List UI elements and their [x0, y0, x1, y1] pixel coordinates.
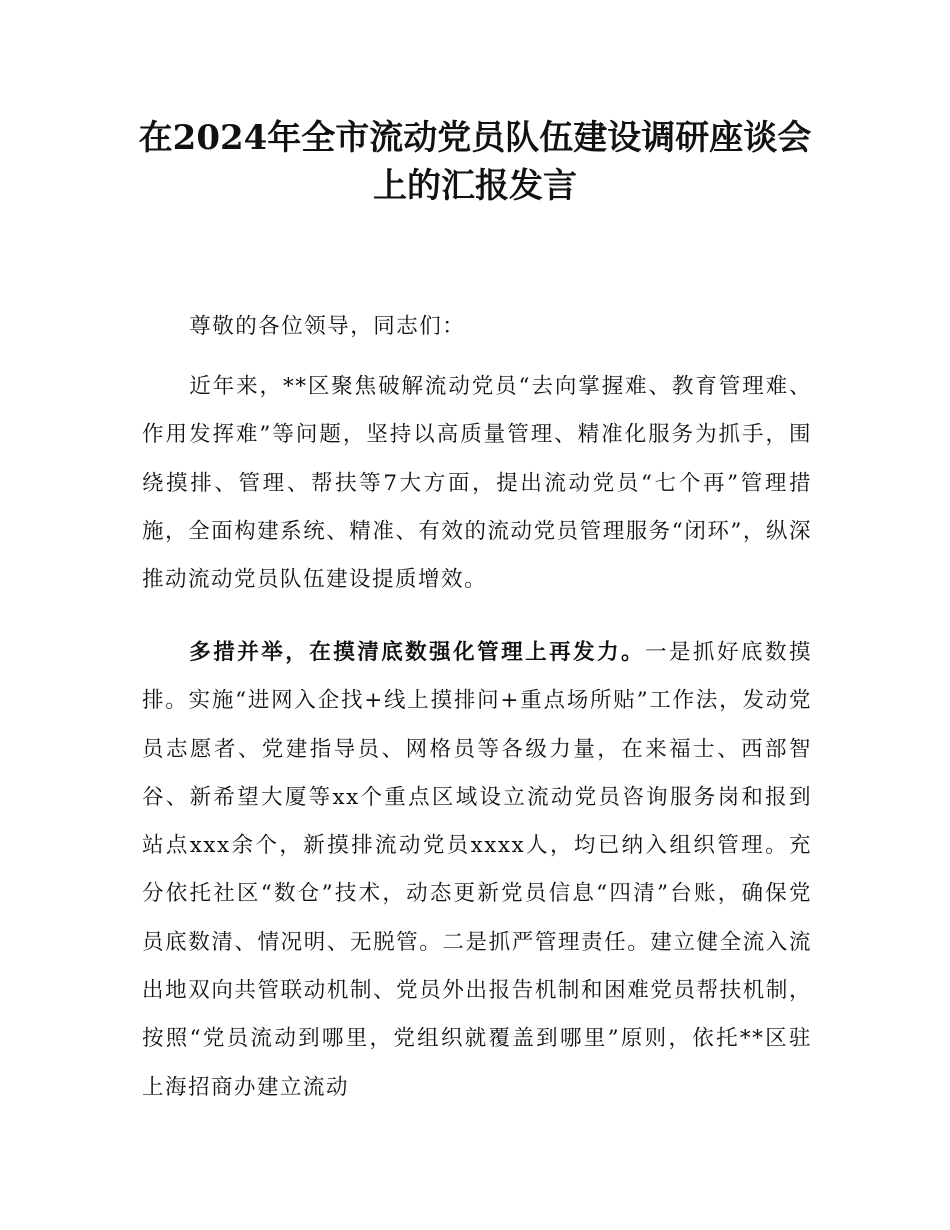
- document-title: [130, 114, 820, 210]
- title-line-2: 上的汇报发言: [373, 166, 577, 206]
- title-line-1: 在2024年全市流动党员队伍建设调研座谈会: [138, 118, 812, 158]
- paragraph-intro: 近年来，**区聚焦破解流动党员“去向掌握难、教育管理难、作用发挥难”等问题，坚持以高质量管理、精准化服务为抓手，围绕摸排、管理、帮扶等7大方面，提出流动党员“七个再”管理措施，全面构建系统、精准、有效的流动党员管理服务“闭环”，纵深推动流动党员队伍建设提质增效。: [142, 374, 812, 593]
- salutation: 尊敬的各位领导，同志们：: [189, 314, 466, 339]
- salutation-block: [142, 303, 812, 351]
- paragraph-measures-body: 一是抓好底数摸排。实施“进网入企找+线上摸排问+重点场所贴”工作法，发动党员志愿者、党建指导员、网格员等各级力量，在来福士、西部智谷、新希望大厦等xx个重点区域设立流动党员咨询服务岗和报到站点xxx余个，新摸排流动党员xxxx人，均已纳入组织管理。充分依托社区“数仓”技术，动态更新党员信息“四清”台账，确保党员底数清、情况明、无脱管。二是抓严管理责任。建立健全流入流出地双向共管联动机制、党员外出报告机制和困难党员帮扶机制，按照“党员流动到哪里，党组织就覆盖到哪里”原则，依托**区驻上海招商办建立流动: [142, 640, 812, 1100]
- paragraph-measures-block: [142, 629, 812, 1112]
- paragraph-measures: [142, 629, 812, 1112]
- paragraph-measures-lead: 多措并举，在摸清底数强化管理上再发力。: [189, 640, 646, 665]
- paragraph-intro-block: [142, 363, 812, 604]
